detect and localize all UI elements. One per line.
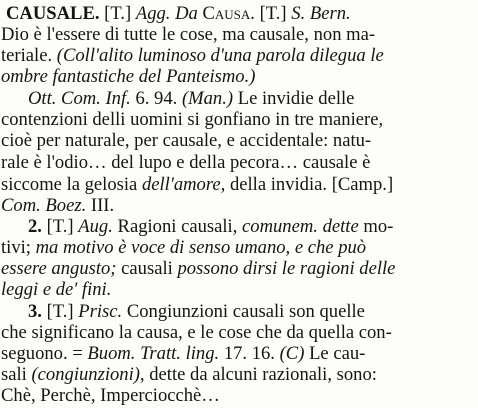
citation-edition: (Man.) <box>181 88 234 109</box>
text-run: siccome la gelosia <box>1 174 138 195</box>
text-run-italic: possono dirsi le ragioni delle <box>177 258 396 279</box>
text-line: contenzioni delli uomini si gonfiano in tre maniere, <box>1 109 384 130</box>
text-run: mo- <box>363 216 394 237</box>
citation-ref: 17. 16. <box>223 343 275 364</box>
citation-work: Ott. Com. Inf. <box>28 88 131 109</box>
text-line: che significano la causa, e le cose che da quella con- <box>1 322 392 343</box>
etymology-word: Causa. <box>202 3 255 24</box>
text-run: dette da alcuni razionali, sono: <box>149 364 377 385</box>
text-run: causali <box>121 258 173 279</box>
text-line <box>1 46 384 66</box>
tag-t: [T.] <box>46 301 74 322</box>
entry-header-line <box>6 4 351 24</box>
text-run: Le cau- <box>309 343 366 364</box>
text-run: seguono. = <box>1 343 83 364</box>
text-run: sali <box>1 364 27 385</box>
text-line <box>1 365 377 385</box>
etymology-from: Da <box>175 3 198 24</box>
citation-line <box>1 344 365 364</box>
text-line: Dio è l'essere di tutte le cose, ma causale, non ma- <box>1 24 376 45</box>
text-run-italic: ma motivo è voce di senso umano, e che può <box>35 237 367 258</box>
text-line: rale è l'odio… del lupo e della pecora… causale è <box>1 152 371 173</box>
sense-number: 3. <box>28 301 42 322</box>
tag-t: [T.] <box>104 3 132 24</box>
citation-work: Buom. Tratt. ling. <box>87 343 220 364</box>
source-citation: S. Bern. <box>291 3 351 24</box>
text-line: cioè per naturale, per causale, e accidentale: natu- <box>1 130 372 151</box>
quote-line: ombre fantastiche del Panteismo.) <box>1 66 256 87</box>
text-run: Le invidie delle <box>237 88 355 109</box>
text-line: leggi e de' fini. <box>1 279 112 300</box>
sense-2-line <box>28 217 393 237</box>
text-run-italic: essere angusto; <box>1 258 117 279</box>
citation-line <box>1 196 114 216</box>
text-run: Ragioni causali, <box>117 216 238 237</box>
source-citation: Prisc. <box>78 301 123 322</box>
citation-bracket: [Camp.] <box>331 174 394 195</box>
text-run-italic: (congiunzioni), <box>31 364 145 385</box>
citation-ref: III. <box>90 195 115 216</box>
text-run: della invidia. <box>229 174 328 195</box>
citation-work: Com. Boez. <box>1 195 87 216</box>
quote-run: (Coll'alito luminoso d'una parola dilegua le <box>56 45 384 66</box>
text-run-italic: comunem. dette <box>242 216 359 237</box>
tag-t-2: [T.] <box>259 3 287 24</box>
citation-edition: (C) <box>279 343 305 364</box>
citation-ref: 6. 94. <box>135 88 178 109</box>
part-of-speech: Agg. <box>135 3 171 24</box>
text-run: Congiunzioni causali son quelle <box>126 301 365 322</box>
source-citation: Aug. <box>78 216 113 237</box>
sense-3-line <box>28 302 365 322</box>
text-line: Chè, Perchè, Imperciocchè… <box>1 385 220 406</box>
text-line <box>1 259 395 279</box>
text-run-italic: dell'amore, <box>141 174 226 195</box>
text-line <box>1 238 366 258</box>
tag-t: [T.] <box>46 216 74 237</box>
sense-number: 2. <box>28 216 42 237</box>
headword: CAUSALE. <box>6 3 100 24</box>
text-run: teriale. <box>1 45 53 66</box>
text-line <box>1 175 393 195</box>
citation-line <box>28 89 354 109</box>
text-run: tivi; <box>1 237 31 258</box>
